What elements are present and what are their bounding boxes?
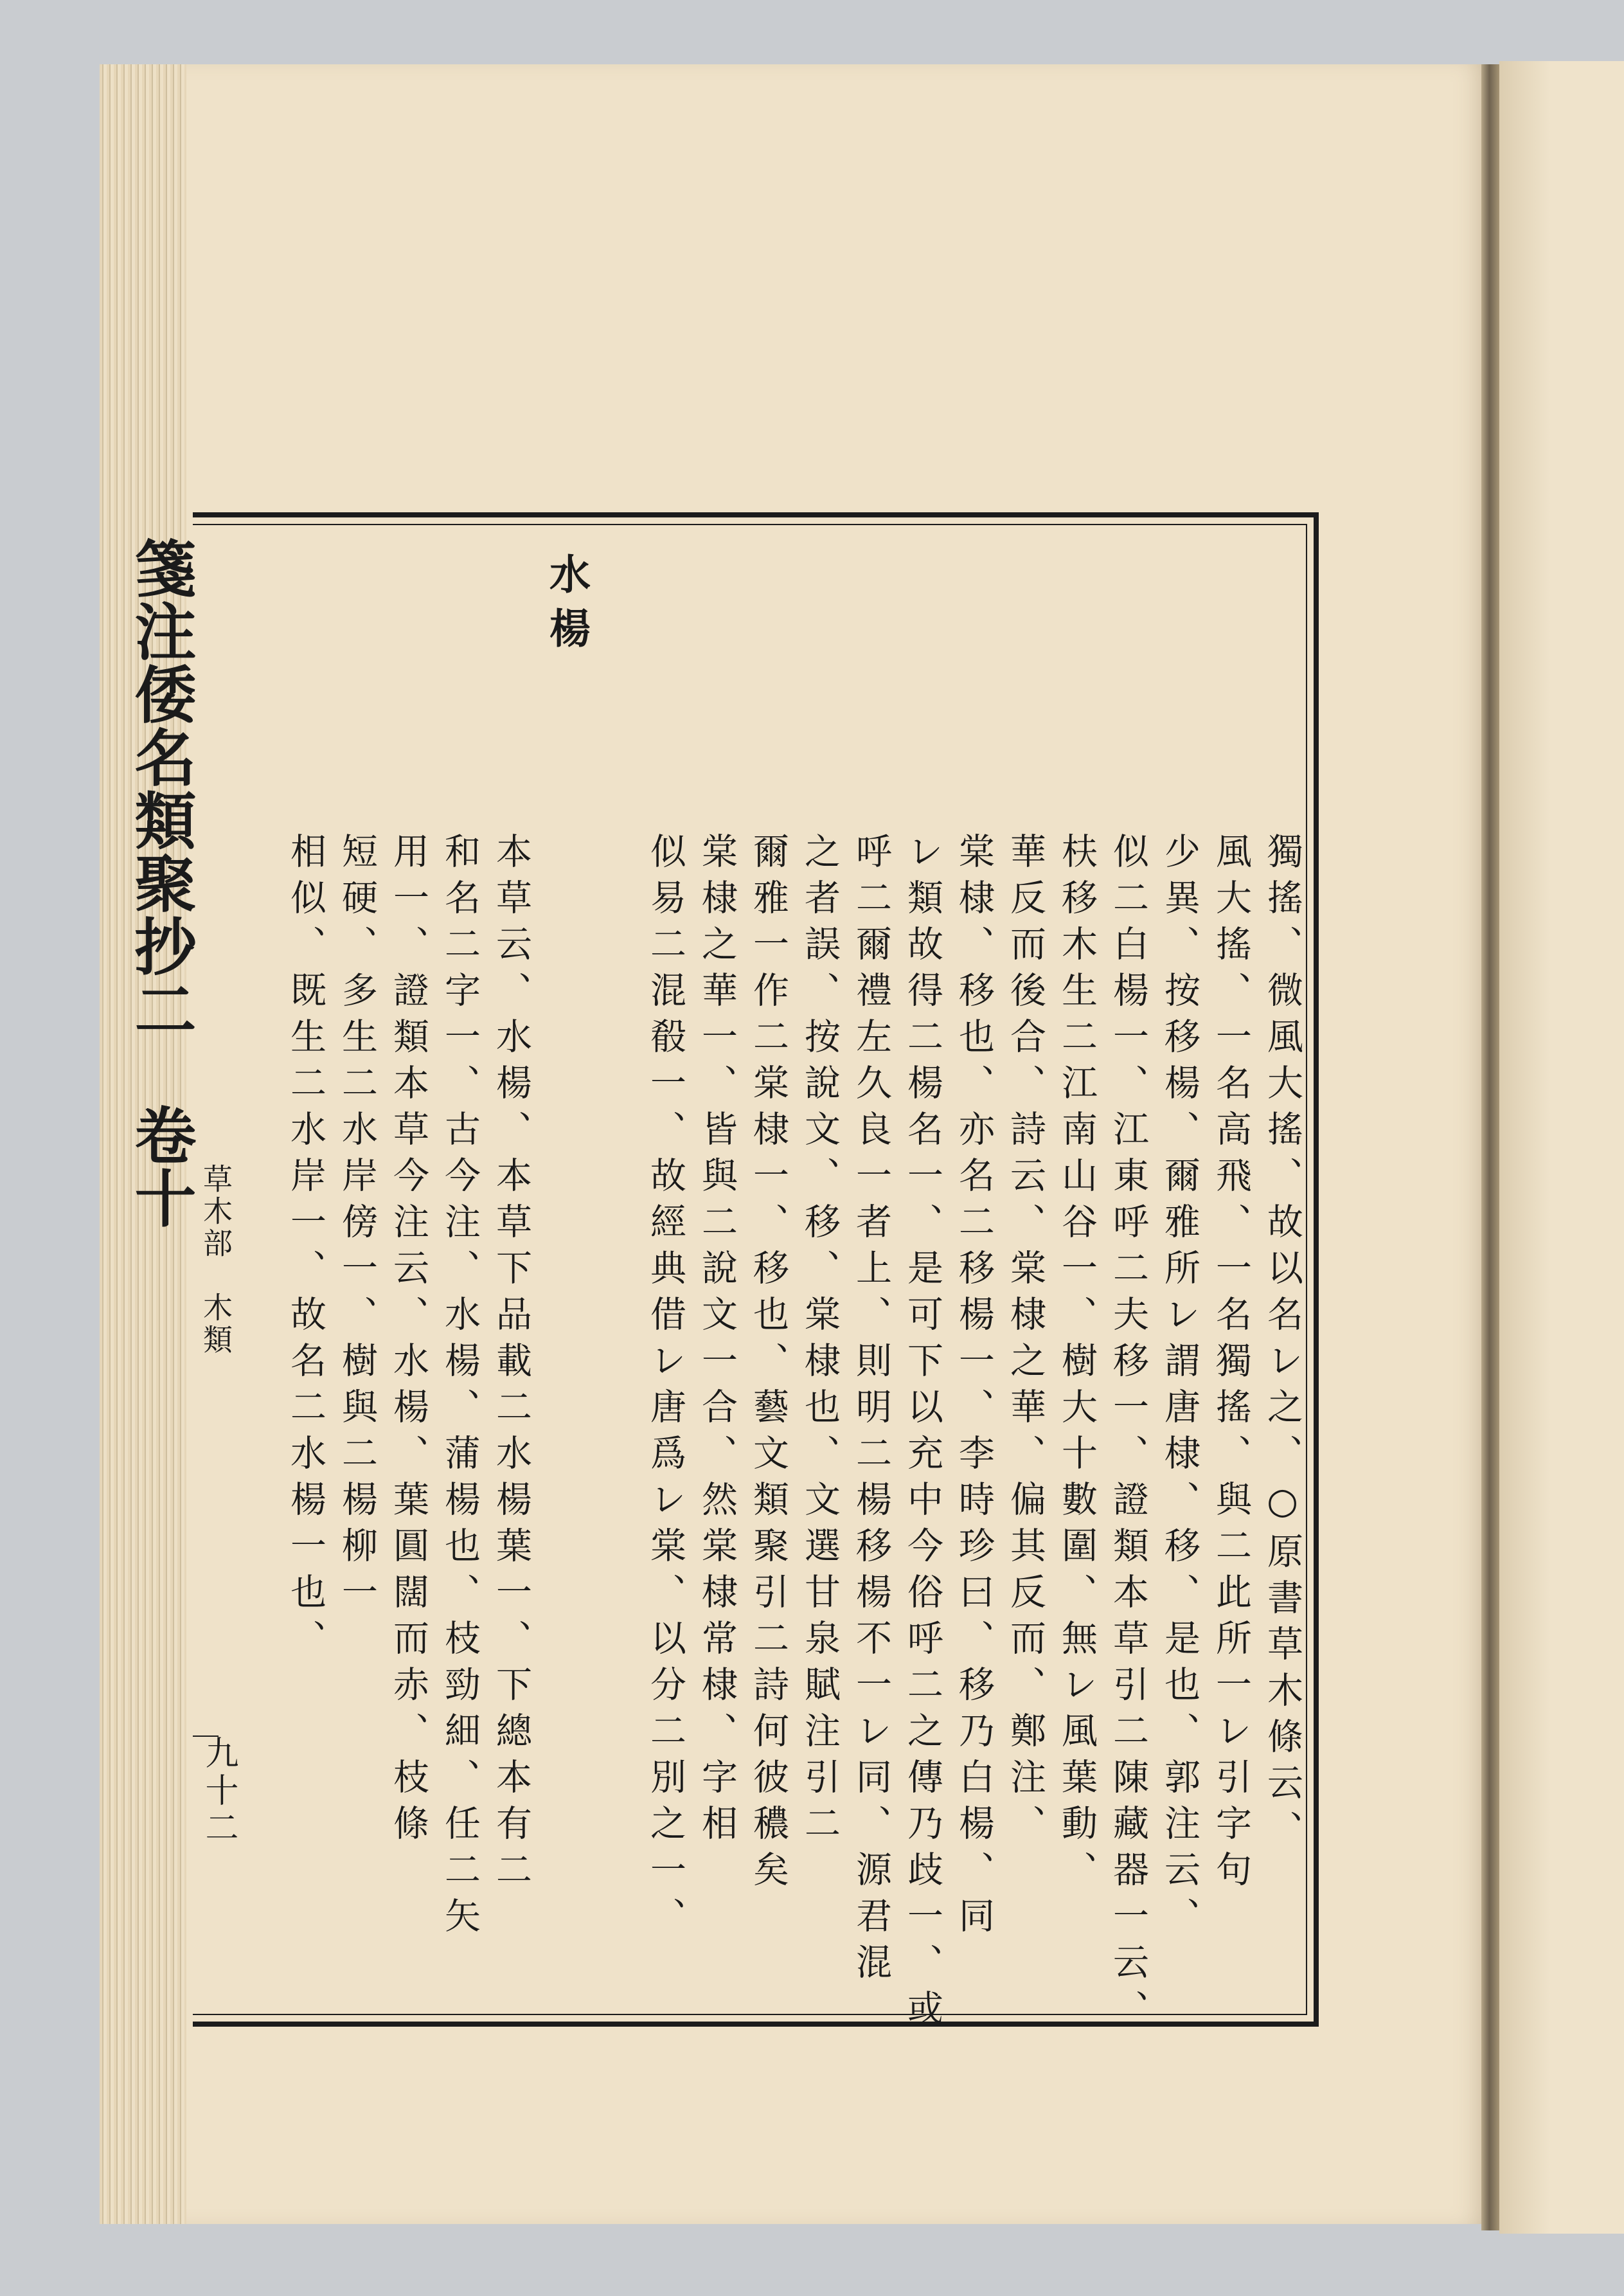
text-column: 獨搖、微風大搖、故以名レ之、○原書草木條云、 [1262, 832, 1303, 1856]
text-column: 華反而後合、詩云、棠棣之華、偏其反而、鄭注、 [1004, 832, 1046, 1851]
book-title: 箋注倭名類聚抄二 卷十 [125, 537, 197, 1230]
text-column: 似二白楊一、江東呼二夫移一、證類本草引二陳藏器一云、 [1107, 832, 1149, 2036]
text-column: 和名二字一、古今注、水楊、蒲楊也、枝勁細、任二矢 [439, 832, 481, 1943]
text-column: 呼二爾禮左久良一者上、則明二楊移楊不一レ同、源君混 [850, 832, 892, 1989]
text-column: 枎移木生二江南山谷一、樹大十數圍、無レ風葉動、 [1056, 832, 1098, 1897]
text-column: 爾雅一作二棠棣一、移也、藝文類聚引二詩何彼穠矣 [747, 832, 789, 1897]
text-column: 似易二混殽一、故經典借レ唐爲レ棠、以分二別之一、 [645, 832, 686, 1943]
section-label: 草木部 木類 [199, 1163, 233, 1356]
text-column: レ類故得二楊名一、是可下以充中今俗呼二之傳乃歧一、或 [902, 832, 943, 2036]
text-column: 棠棣、移也、亦名二移楊一、李時珍曰、移乃白楊、同 [953, 832, 995, 1943]
text-column: 短硬、多生二水岸傍一、樹與二楊柳一 [336, 832, 378, 1619]
page-number: 九十二 [199, 1735, 238, 1847]
text-column: 本草云、水楊、本草下品載二水楊葉一、下總本有二 [490, 832, 532, 1897]
text-column: 少異、按移楊、爾雅所レ謂唐棣、移、是也、郭注云、 [1159, 832, 1200, 1943]
text-column: 之者誤、按說文、移、棠棣也、文選甘泉賦注引二 [799, 832, 841, 1851]
text-column: 棠棣之華一、皆與二說文一合、然棠棣常棣、字相 [696, 832, 738, 1851]
book-gutter [1481, 64, 1499, 2230]
facing-page [1499, 61, 1624, 2234]
entry-heading: 水楊 [542, 553, 591, 661]
text-column: 相似、既生二水岸一、故名二水楊一也、 [285, 832, 326, 1665]
text-column: 用一、證類本草今注云、水楊、葉圓闊而赤、枝條 [388, 832, 429, 1851]
text-column: 風大搖、一名高飛、一名獨搖、與二此所一レ引字句 [1210, 832, 1252, 1897]
